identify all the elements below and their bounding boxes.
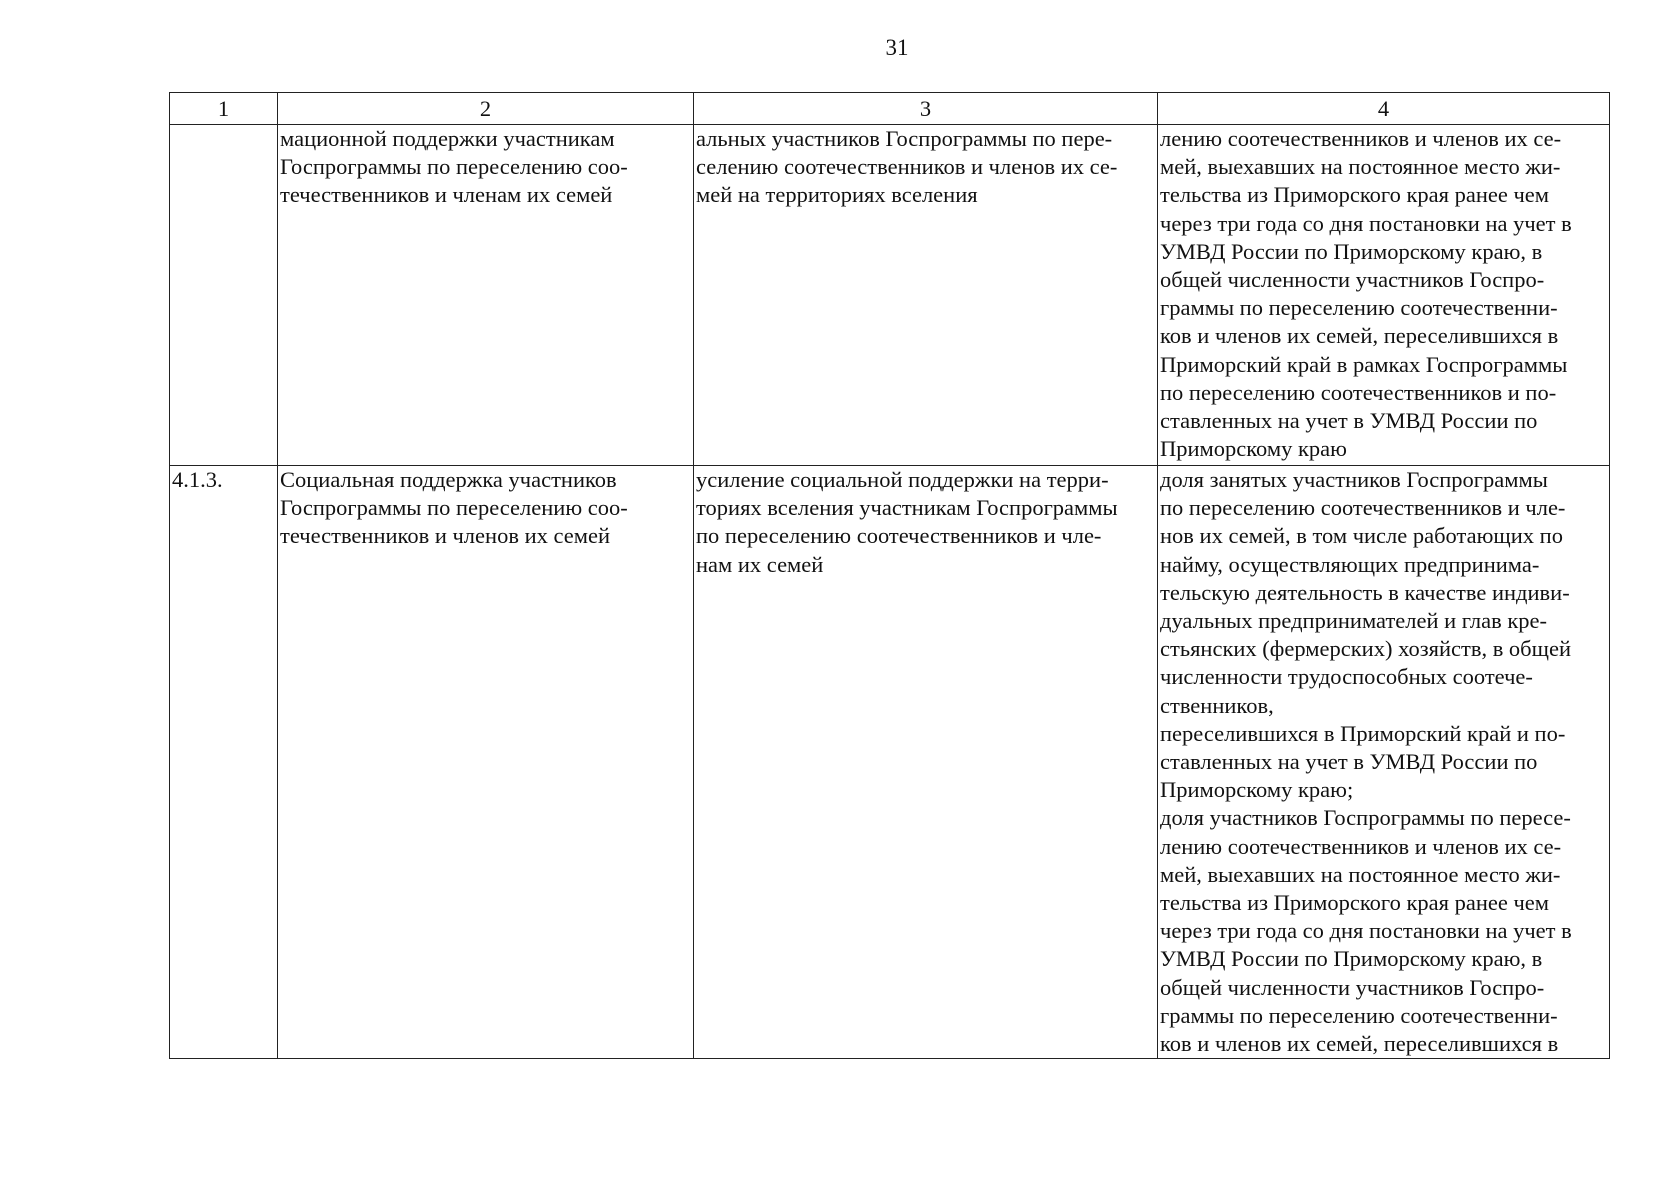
table-row <box>170 466 1610 1059</box>
expected-result-cell: альных участников Госпрограммы по пере- селению соотечественников и членов их се- мей на территориях вселения <box>694 125 1158 466</box>
indicator-cell: лению соотечественников и членов их се- мей, выехавших на постоянное место жи- тельства из Приморского края ранее чем через три года со дня постановки на учет в УМВД России по Приморскому краю, в общей численности участников Госпро- граммы по переселению соотечественни- ков и членов их семей, переселившихся в Приморский край в рамках Госпрограммы по переселению соотечественников и по- ставленных на учет в УМВД России по Приморскому краю <box>1158 125 1610 466</box>
row-number-cell <box>170 125 278 466</box>
table-header-row <box>170 93 1610 125</box>
page-number: 31 <box>885 35 909 60</box>
measure-name-cell: Социальная поддержка участников Госпрограммы по переселению соо- течественников и членов их семей <box>278 466 694 1059</box>
column-header-4: 4 <box>1158 93 1610 125</box>
expected-result-cell: усиление социальной поддержки на терри- ториях вселения участникам Госпрограммы по переселению соотечественников и чле- нам их семей <box>694 466 1158 1059</box>
column-header-2: 2 <box>278 93 694 125</box>
row-number-cell: 4.1.3. <box>170 466 278 1059</box>
column-header-1: 1 <box>170 93 278 125</box>
measure-name-cell: мационной поддержки участникам Госпрограммы по переселению соо- течественников и членам их семей <box>278 125 694 466</box>
table-row <box>170 125 1610 466</box>
column-header-3: 3 <box>694 93 1158 125</box>
indicator-cell: доля занятых участников Госпрограммы по переселению соотечественников и чле- нов их семей, в том числе работающих по найму, осуществляющих предпринима- тельскую деятельность в качестве индиви- дуальных предпринимателей и глав кре- стьянских (фермерских) хозяйств, в общей численности трудоспособных соотече- ственников, переселившихся в Приморский край и по- ставленных на учет в УМВД России по Приморскому краю; доля участников Госпрограммы по пересе- лению соотечественников и членов их се- мей, выехавших на постоянное место жи- тельства из Приморского края ранее чем через три года со дня постановки на учет в УМВД России по Приморскому краю, в общей численности участников Госпро- граммы по переселению соотечественни- ков и членов их семей, переселившихся в <box>1158 466 1610 1059</box>
program-measures-table <box>169 92 1610 1059</box>
